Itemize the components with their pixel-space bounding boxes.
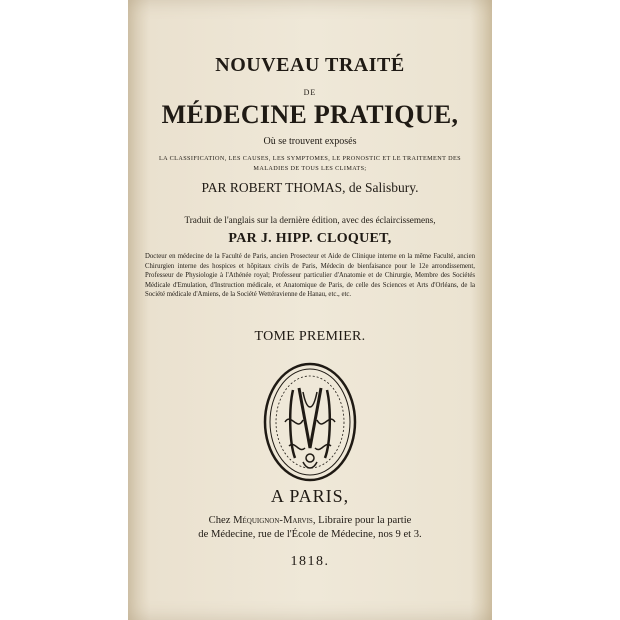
publisher-suffix: , Libraire pour la partie bbox=[312, 515, 412, 526]
subtitle: Où se trouvent exposés bbox=[263, 136, 357, 147]
title-line-1: NOUVEAU TRAITÉ bbox=[215, 54, 405, 76]
publisher-address: de Médecine, rue de l'École de Médecine, nos 9 et 3. bbox=[198, 529, 422, 540]
translator: PAR J. HIPP. CLOQUET, bbox=[228, 231, 392, 246]
author: PAR ROBERT THOMAS, de Salisbury. bbox=[201, 180, 419, 195]
publisher-info bbox=[130, 514, 490, 542]
place: A PARIS, bbox=[270, 486, 350, 506]
publisher-name: Méquignon-Marvis bbox=[233, 515, 313, 526]
title-line-2: MÉDECINE PRATIQUE, bbox=[161, 100, 459, 129]
translation-note: Traduit de l'anglais sur la dernière édition, avec des éclaircissemens, bbox=[184, 215, 436, 225]
title-de: DE bbox=[303, 88, 317, 97]
topics: LA CLASSIFICATION, LES CAUSES, LES SYMPTOMES, LE PRONOSTIC ET LE TRAITEMENT DES MALADIES DE TOUS LES CLIMATS; bbox=[158, 155, 462, 172]
translator-credentials: Docteur en médecine de la Faculté de Paris, ancien Prosecteur et Aide de Clinique interne en la même Faculté, ancien Chirurgien interne des hospices et hôpitaux civils de Paris, Médecin de bienfaisance pour le 12e arrondissement, Professeur de Physiologie à l'Athénée royal; Professeur particulier d'Anatomie et de Chirurgie, Membre des Sociétés Médicale d'Emulation, d'Instruction médicale, et Anatomique de Paris, de celle des Sciences et Arts d'Orléans, de la Société médicale d'Amiens, de la Société Wettéravienne de Hanau, etc., etc. bbox=[145, 253, 475, 299]
publisher-monogram-emblem bbox=[263, 362, 357, 482]
publisher-prefix: Chez bbox=[208, 515, 231, 526]
year: 1818. bbox=[290, 554, 330, 569]
volume: TOME PREMIER. bbox=[254, 329, 366, 344]
